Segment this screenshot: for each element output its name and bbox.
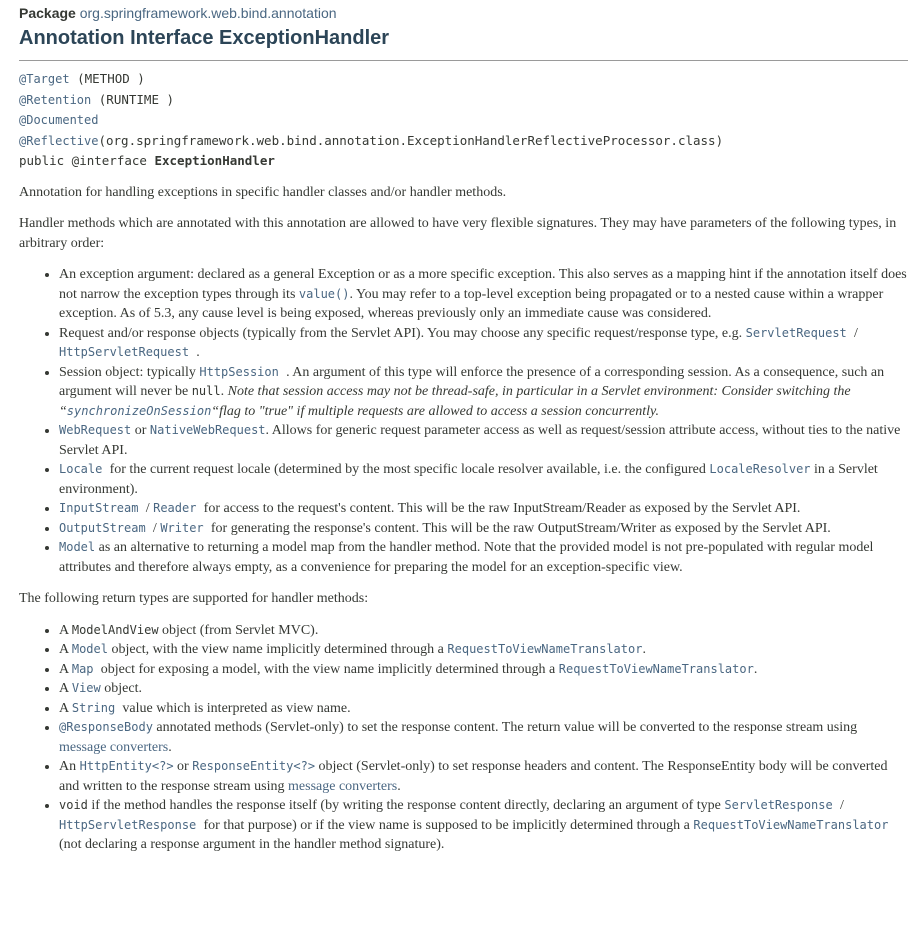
return-types-list	[19, 621, 908, 855]
package-label-text: Package	[19, 5, 76, 21]
code-link[interactable]: LocaleResolver	[709, 462, 811, 476]
text: public @interface	[19, 153, 155, 168]
signature-line	[19, 69, 908, 90]
list-item	[59, 519, 908, 539]
code-link[interactable]: synchronizeOnSession	[66, 403, 212, 418]
code-link[interactable]: value()	[298, 286, 350, 301]
text: . An argument of this type will enforce the presence of a corresponding session. As a consequence, such an argument will never be	[59, 364, 885, 399]
text: (not declaring a response argument in the handler method signature).	[59, 837, 445, 852]
text: /	[839, 798, 844, 813]
code-link[interactable]: View	[71, 681, 101, 695]
text: . You may refer to a top-level exception being propagated or to a nested cause within a wrapper exception. As of 5.3, any cause level is being exposed, whereas previously only an immediate cause was considered.	[59, 286, 884, 321]
code-link[interactable]: Model	[59, 540, 96, 554]
inline-code: ModelAndView	[71, 622, 159, 637]
code-link[interactable]: @ResponseBody	[59, 720, 153, 734]
code-link[interactable]: HttpSession	[199, 364, 287, 379]
package-link[interactable]: org.springframework.web.bind.annotation	[79, 5, 337, 21]
text: object for exposing a model, with the view name implicitly determined through a	[100, 661, 559, 677]
list-item	[59, 324, 908, 363]
code-link[interactable]: RequestToViewNameTranslator	[558, 661, 754, 676]
text: object (Servlet-only) to set response headers and content. The ResponseEntity body will be converted and written to the response stream using	[59, 759, 888, 794]
text: An	[59, 759, 80, 774]
page-title: Annotation Interface ExceptionHandler	[19, 27, 390, 49]
code-link[interactable]: Reader	[153, 501, 204, 515]
italic-note: Note that session access may not be thread-safe, in particular in a Servlet environment: Consider switching the “	[59, 384, 851, 419]
text: annotated methods (Servlet-only) to set the response content. The return value will be converted to the response stream using	[152, 720, 858, 735]
code-link[interactable]: Model	[71, 642, 108, 656]
code-link[interactable]: NativeWebRequest	[149, 423, 266, 437]
text: object, with the view name implicitly determined through a	[107, 642, 448, 657]
type-name: ExceptionHandler	[154, 153, 275, 168]
list-item	[59, 679, 908, 699]
text: A	[59, 642, 72, 657]
text: A	[59, 681, 72, 696]
text: in a Servlet environment).	[59, 462, 878, 497]
signature-line	[19, 110, 908, 131]
text: (METHOD )	[69, 71, 145, 86]
code-link[interactable]: ServletRequest	[745, 325, 854, 340]
text: object (from Servlet MVC).	[158, 622, 319, 638]
text: An exception argument: declared as a general Exception or as a more specific exception. This also serves as a mapping hint if the annotation itself does not narrow the exception types through its	[59, 267, 907, 302]
code-link[interactable]: HttpServletResponse	[59, 817, 204, 832]
signature-line	[19, 131, 908, 152]
list-item	[59, 460, 908, 499]
list-item	[59, 421, 908, 460]
text: for access to the request's content. This will be the raw InputStream/Reader as exposed by the Servlet API.	[203, 501, 801, 516]
text: A	[59, 661, 72, 677]
code-link[interactable]: WebRequest	[59, 423, 132, 437]
text: /	[152, 520, 161, 536]
package-label	[19, 5, 908, 21]
list-item	[59, 796, 908, 855]
list-item	[59, 265, 908, 324]
signature-line	[19, 90, 908, 111]
text: Session object: typically	[59, 364, 200, 380]
text: . Allows for generic request parameter access as well as request/session attribute access, without ties to the native Servlet API.	[59, 423, 901, 458]
list-item	[59, 499, 908, 519]
code-link[interactable]: Writer	[160, 520, 211, 535]
code-link[interactable]: Locale	[59, 462, 110, 476]
signature-line	[19, 151, 908, 171]
list-item	[59, 363, 908, 422]
class-description	[0, 5, 918, 855]
list-item	[59, 660, 908, 680]
parameter-types-list	[19, 265, 908, 577]
text: value which is interpreted as view name.	[122, 700, 351, 716]
code-link[interactable]: ResponseEntity<?>	[192, 759, 316, 773]
text: Request and/or response objects (typically from the Servlet API). You may choose any specific request/response type, e.g.	[59, 325, 746, 341]
list-item	[59, 538, 908, 577]
text: (org.springframework.web.bind.annotation.ExceptionHandlerReflectiveProcessor.class)	[98, 132, 724, 148]
text: for the current request locale (determined by the most specific locale resolver available, i.e. the configured	[109, 462, 710, 477]
text: or	[131, 423, 150, 438]
text: .	[397, 778, 401, 794]
text: A	[59, 700, 72, 716]
text: .	[220, 384, 228, 399]
text: if the method handles the response itself (by writing the response content directly, declaring an argument of type	[87, 798, 725, 813]
text: object.	[100, 681, 142, 696]
text: .	[642, 642, 646, 657]
list-item	[59, 699, 908, 719]
text: /	[854, 325, 858, 341]
list-item	[59, 718, 908, 757]
code-link[interactable]: @Retention	[19, 92, 92, 107]
text: for generating the response's content. This will be the raw OutputStream/Writer as exposed by the Servlet API.	[210, 520, 831, 536]
italic-note: “flag to "true" if multiple requests are allowed to access a session concurrently.	[211, 403, 659, 419]
code-link[interactable]: String	[71, 700, 123, 715]
code-link[interactable]: @Reflective	[19, 133, 99, 148]
list-item	[59, 757, 908, 796]
inline-code: void	[59, 798, 88, 812]
intro-text: Annotation for handling exceptions in specific handler classes and/or handler methods.	[19, 184, 507, 200]
divider	[19, 60, 908, 61]
code-link[interactable]: HttpEntity<?>	[79, 759, 174, 773]
text: as an alternative to returning a model map from the handler method. Note that the provided model is not pre-populated with regular model attributes and therefore always empty, as a convenience for preparing the model for an exception-specific view.	[59, 540, 874, 575]
code-link[interactable]: ServletResponse	[724, 798, 840, 812]
text: for that purpose) or if the view name is supposed to be implicitly determined through a	[203, 817, 694, 833]
code-link[interactable]: @Documented	[19, 113, 99, 127]
code-link[interactable]: RequestToViewNameTranslator	[447, 642, 643, 656]
text: .	[168, 739, 172, 755]
doc-link[interactable]: message converters	[59, 739, 169, 755]
returns-intro: The following return types are supported for handler methods:	[19, 591, 369, 606]
params-intro: Handler methods which are annotated with this annotation are allowed to have very flexible signatures. They may have parameters of the following types, in arbitrary order:	[19, 216, 897, 251]
text: .	[753, 661, 758, 677]
text: or	[173, 759, 193, 774]
list-item	[59, 621, 908, 641]
code-link[interactable]: Map	[71, 661, 101, 676]
doc-link[interactable]: message converters	[288, 778, 398, 794]
type-signature	[19, 69, 908, 171]
code-link[interactable]: OutputStream	[59, 520, 153, 535]
code-link[interactable]: InputStream	[59, 501, 146, 515]
code-link[interactable]: @Target	[19, 72, 70, 86]
code-link[interactable]: HttpServletRequest	[59, 345, 197, 359]
text: /	[145, 501, 154, 516]
inline-code: null	[191, 384, 221, 398]
text: A	[59, 622, 72, 638]
text: .	[196, 345, 200, 360]
list-item	[59, 640, 908, 660]
code-link[interactable]: RequestToViewNameTranslator	[693, 817, 889, 832]
text: (RUNTIME )	[91, 91, 175, 107]
